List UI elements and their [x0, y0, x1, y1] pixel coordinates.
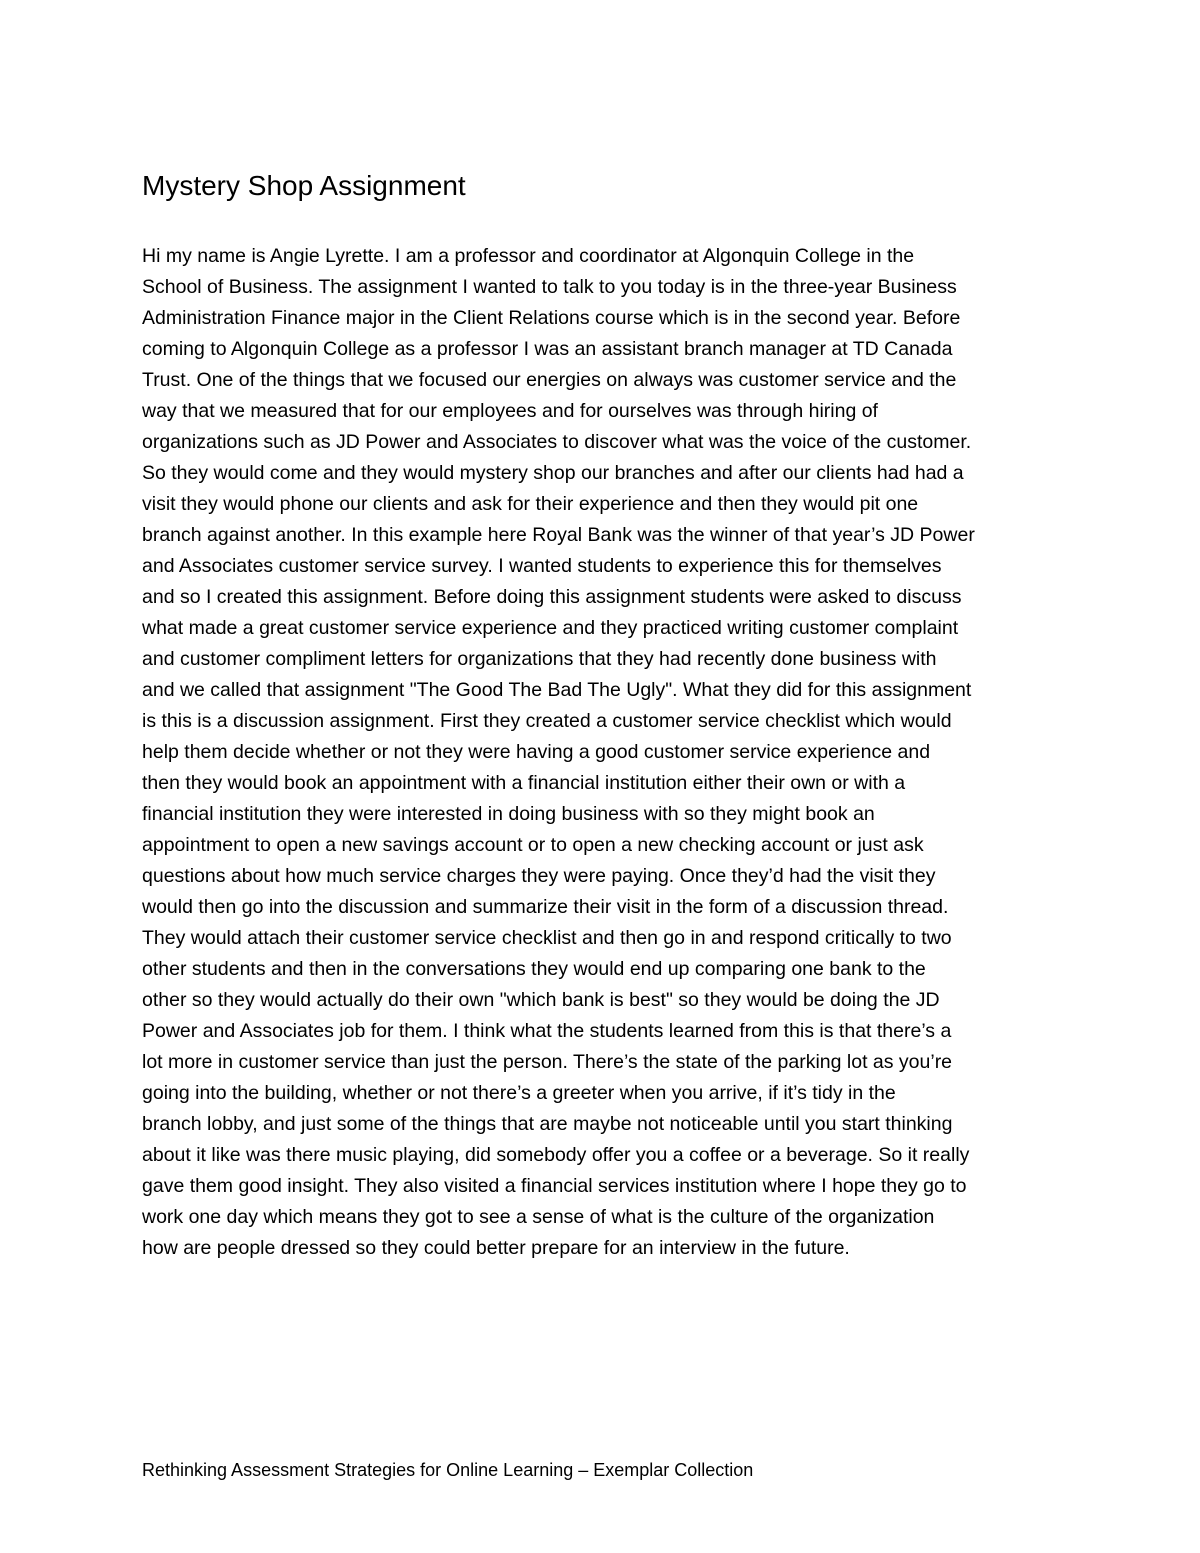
body-line: Power and Associates job for them. I think what the students learned from this is that there’s a — [142, 1020, 952, 1042]
body-line: and we called that assignment "The Good The Bad The Ugly". What they did for this assignment — [142, 679, 972, 701]
body-line: branch lobby, and just some of the things that are maybe not noticeable until you start thinking — [142, 1113, 953, 1135]
body-line: and Associates customer service survey. I wanted students to experience this for themselves — [142, 555, 942, 577]
body-line: going into the building, whether or not there’s a greeter when you arrive, if it’s tidy in the — [142, 1082, 896, 1104]
body-line: work one day which means they got to see a sense of what is the culture of the organization — [142, 1206, 935, 1228]
body-line: Trust. One of the things that we focused our energies on always was customer service and the — [142, 369, 957, 391]
body-line: branch against another. In this example here Royal Bank was the winner of that year’s JD Power — [142, 524, 975, 546]
body-line: then they would book an appointment with a financial institution either their own or with a — [142, 772, 906, 794]
body-line: School of Business. The assignment I wanted to talk to you today is in the three-year Business — [142, 276, 957, 298]
document-title: Mystery Shop Assignment — [142, 170, 466, 201]
document-body — [142, 241, 1082, 1264]
body-line: other students and then in the conversations they would end up comparing one bank to the — [142, 958, 926, 980]
body-line: would then go into the discussion and summarize their visit in the form of a discussion thread. — [142, 896, 949, 918]
body-line: help them decide whether or not they were having a good customer service experience and — [142, 741, 931, 763]
body-line: gave them good insight. They also visited a financial services institution where I hope they go to — [142, 1175, 967, 1197]
body-line: coming to Algonquin College as a professor I was an assistant branch manager at TD Canada — [142, 338, 953, 360]
body-line: appointment to open a new savings account or to open a new checking account or just ask — [142, 834, 924, 856]
body-line: how are people dressed so they could better prepare for an interview in the future. — [142, 1237, 850, 1259]
body-line: So they would come and they would mystery shop our branches and after our clients had had a — [142, 462, 964, 484]
body-line: Hi my name is Angie Lyrette. I am a professor and coordinator at Algonquin College in the — [142, 245, 915, 267]
body-line: other so they would actually do their own "which bank is best" so they would be doing the JD — [142, 989, 940, 1011]
body-line: Administration Finance major in the Client Relations course which is in the second year. Before — [142, 307, 961, 329]
body-line: questions about how much service charges they were paying. Once they’d had the visit they — [142, 865, 936, 887]
body-line: lot more in customer service than just the person. There’s the state of the parking lot as you’re — [142, 1051, 953, 1073]
document-footer: Rethinking Assessment Strategies for Online Learning – Exemplar Collection — [142, 1460, 754, 1480]
body-line: about it like was there music playing, did somebody offer you a coffee or a beverage. So it really — [142, 1144, 970, 1166]
body-line: financial institution they were interested in doing business with so they might book an — [142, 803, 875, 825]
body-line: and so I created this assignment. Before doing this assignment students were asked to discuss — [142, 586, 962, 608]
body-line: visit they would phone our clients and ask for their experience and then they would pit one — [142, 493, 919, 515]
body-line: organizations such as JD Power and Associates to discover what was the voice of the customer. — [142, 431, 972, 453]
body-line: is this is a discussion assignment. First they created a customer service checklist which would — [142, 710, 952, 732]
body-line: what made a great customer service experience and they practiced writing customer complaint — [142, 617, 959, 639]
body-line: way that we measured that for our employees and for ourselves was through hiring of — [142, 400, 878, 422]
body-line: and customer compliment letters for organizations that they had recently done business with — [142, 648, 937, 670]
body-line: They would attach their customer service checklist and then go in and respond critically to two — [142, 927, 952, 949]
